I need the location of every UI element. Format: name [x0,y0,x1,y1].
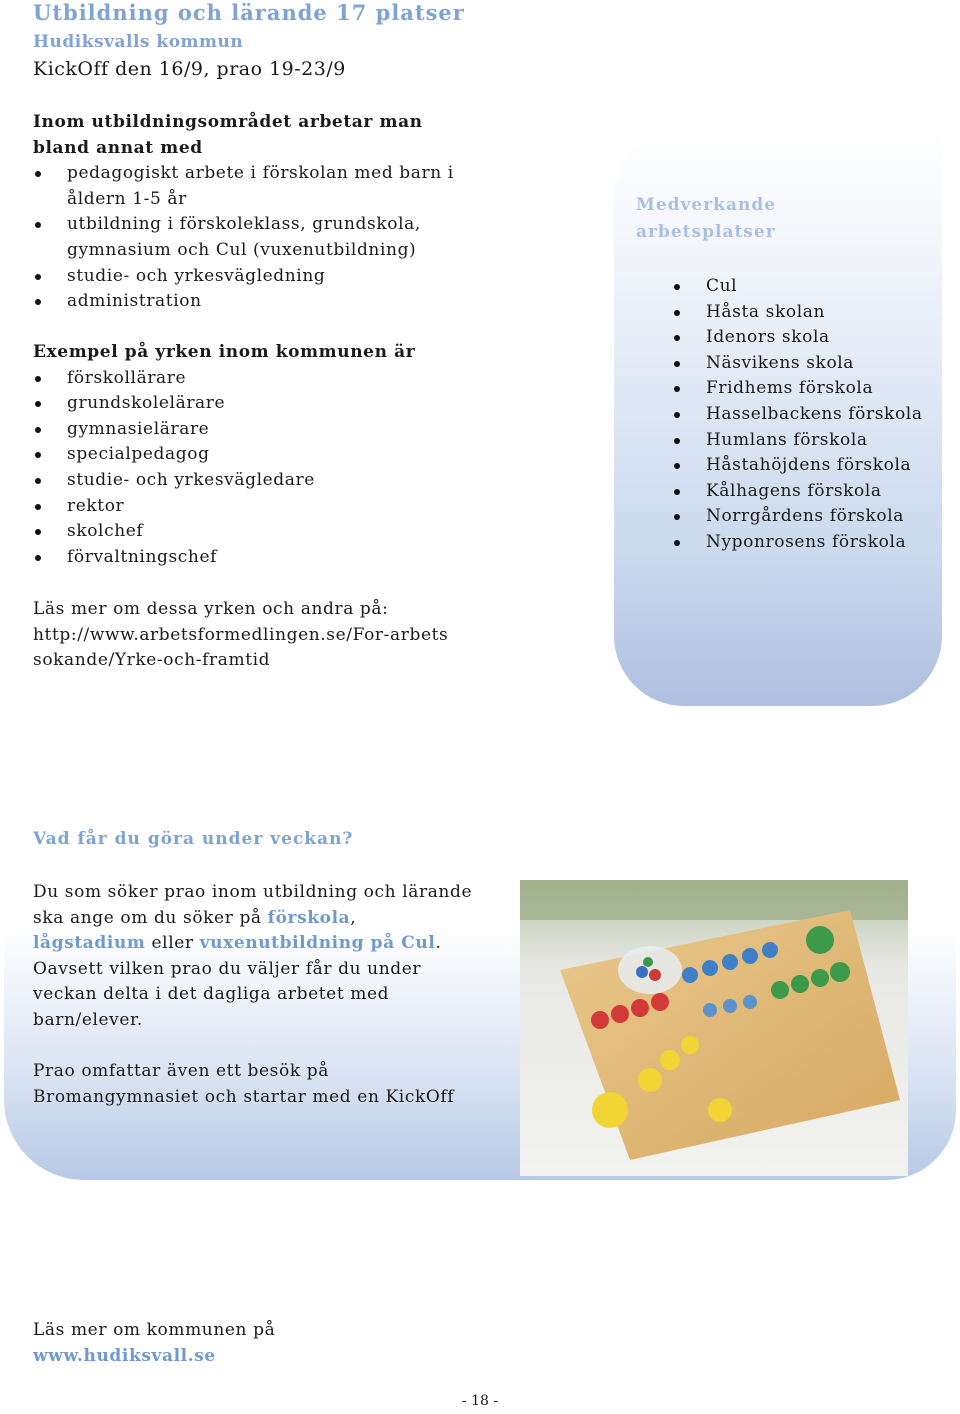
workplace-list-item: Norrgårdens förskola [672,504,942,530]
example-list-item: förskollärare [33,366,473,392]
intro-list-item: utbildning i förskoleklass, grundskola, gymnasium och Cul (vuxenutbildning) [33,212,473,263]
examples-section [33,340,473,570]
examples-list [33,366,473,571]
more-info [33,597,453,674]
week-p1-end: . Oavsett vilken prao du väljer får du under veckan delta i det dagliga arbetet med barn/elever. [33,933,442,1030]
sep-1: , [350,907,357,928]
week-paragraph-1 [33,880,473,1034]
option-forskola: förskola [267,907,351,928]
workplace-list-item: Kålhagens förskola [672,479,942,505]
workplace-list-item: Hasselbackens förskola [672,402,942,428]
sep-2: eller [145,933,200,954]
intro-list-item: studie- och yrkesvägledning [33,264,473,290]
workplace-list-item: Fridhems förskola [672,376,942,402]
example-list-item: förvaltningschef [33,545,473,571]
example-list-item: studie- och yrkesvägledare [33,468,473,494]
examples-heading: Exempel på yrken inom kommunen är [33,342,416,362]
example-list-item: skolchef [33,519,473,545]
example-list-item: grundskolelärare [33,391,473,417]
example-list-item: gymnasielärare [33,417,473,443]
week-heading: Vad får du göra under veckan? [33,829,354,849]
page-number: - 18 - [461,1393,499,1409]
workplaces-list [672,274,942,556]
workplace-list-item: Näsvikens skola [672,351,942,377]
week-text [33,880,473,1110]
workplace-list-item: Nyponrosens förskola [672,530,942,556]
intro-heading: Inom utbildningsområdet arbetar man bland annat med [33,112,423,158]
more-info-link[interactable]: http://www.arbetsformedlingen.se/For-arbetssokande/Yrke-och-framtid [33,624,449,671]
option-lagstadium: lågstadium [33,933,146,954]
week-p1-start: Du som söker prao inom utbildning och lärande ska ange om du söker på [33,882,473,928]
example-list-item: specialpedagog [33,442,473,468]
page-title: Utbildning och lärande 17 platser [33,0,465,25]
municipality-subtitle: Hudiksvalls kommun [33,32,244,52]
footer-text: Läs mer om kommunen på [33,1320,276,1340]
example-list-item: rektor [33,494,473,520]
footer-link[interactable]: www.hudiksvall.se [33,1345,216,1366]
more-info-text: Läs mer om dessa yrken och andra på: [33,599,389,619]
workplace-list-item: Idenors skola [672,325,942,351]
workplace-list-item: Cul [672,274,942,300]
intro-list-item: pedagogiskt arbete i förskolan med barn i åldern 1-5 år [33,161,473,212]
intro-section [33,110,473,315]
footer-read-more [33,1318,275,1369]
option-vuxenutbildning: vuxenutbildning på Cul [199,933,436,954]
intro-list [33,161,473,315]
workplace-list-item: Håsta skolan [672,300,942,326]
kickoff-dates: KickOff den 16/9, prao 19-23/9 [33,58,346,80]
workplace-list-item: Håstahöjdens förskola [672,453,942,479]
game-board-photo [520,880,908,1176]
workplaces-list-wrap [672,274,942,556]
intro-list-item: administration [33,289,473,315]
week-paragraph-2: Prao omfattar även ett besök på Bromangymnasiet och startar med en KickOff [33,1061,455,1107]
workplace-list-item: Humlans förskola [672,428,942,454]
workplaces-heading: Medverkande arbetsplatser [636,195,777,242]
